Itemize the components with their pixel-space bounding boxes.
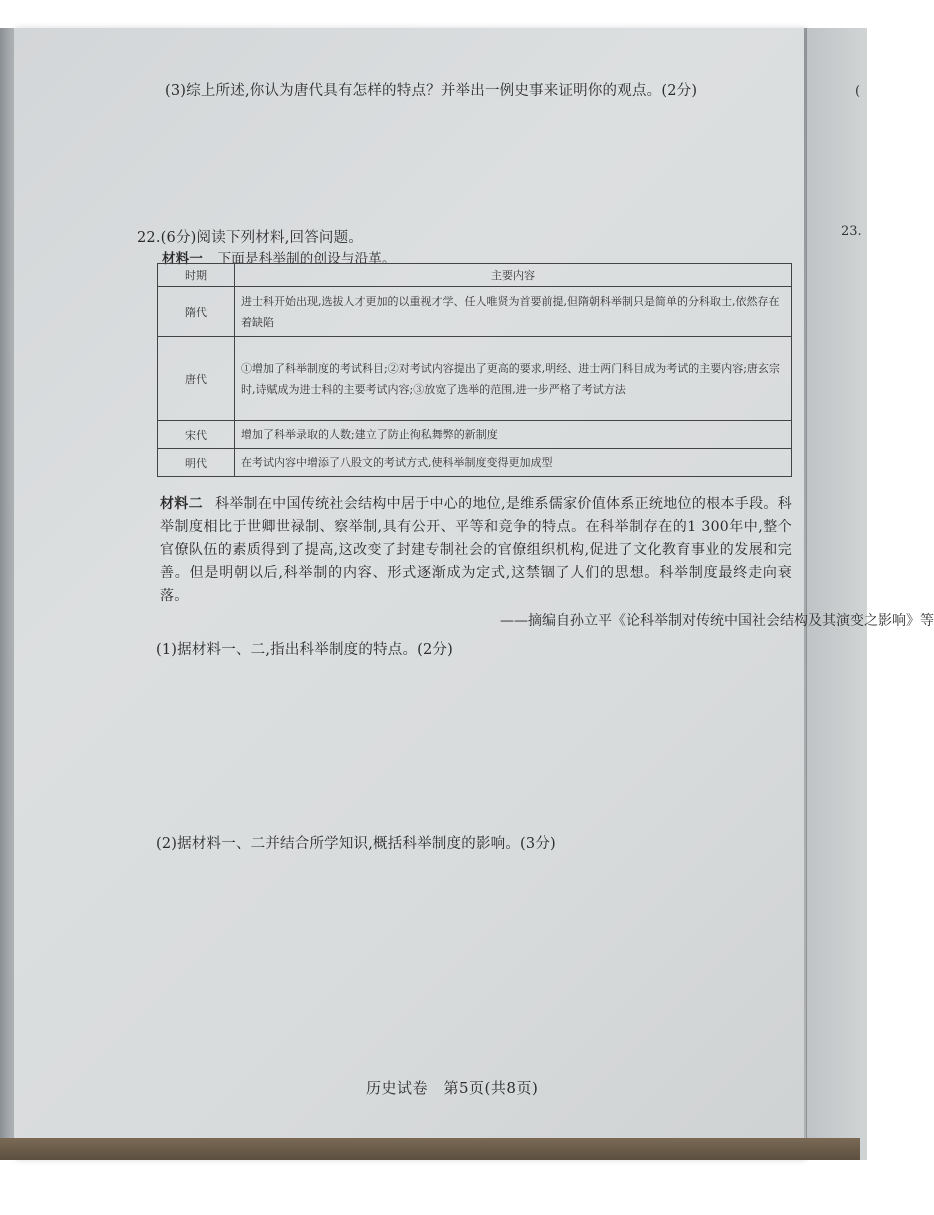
q22-part1: (1)据材料一、二,指出科举制度的特点。(2分): [156, 642, 453, 658]
desk-edge: [0, 1138, 860, 1160]
material2-source: ——摘编自孙立平《论科举制对传统中国社会结构及其演变之影响》等: [500, 613, 934, 629]
adjacent-page-q23: 23.: [841, 224, 862, 239]
table-cell-period: 宋代: [158, 421, 235, 449]
table-cell-content: 在考试内容中增添了八股文的考试方式,使科举制度变得更加成型: [235, 449, 792, 477]
material2-text: 科举制在中国传统社会结构中居于中心的地位,是维系儒家价值体系正统地位的根本手段。科举制度相比于世卿世禄制、察举制,具有公开、平等和竞争的特点。在科举制存在的1 300年中,整个官僚队伍的素质得到了提高,这改变了封建专制社会的官僚组织机构,促进了文化教育事业的发展和完善。但是明朝以后,科举制的内容、形式逐渐成为定式,这禁锢了人们的思想。科举制度最终走向衰落。: [160, 496, 793, 604]
table-row: [158, 287, 792, 337]
q22-header: 22.(6分)阅读下列材料,回答问题。: [137, 230, 364, 246]
table-cell-period: 隋代: [158, 287, 235, 337]
table-header-row: [158, 264, 792, 287]
table-cell-period: 唐代: [158, 337, 235, 421]
adjacent-page: [806, 28, 867, 1160]
page-footer: 历史试卷 第5页(共8页): [366, 1079, 539, 1097]
table-cell-content: 增加了科举录取的人数;建立了防止徇私舞弊的新制度: [235, 421, 792, 449]
q22-part2: (2)据材料一、二并结合所学知识,概括科举制度的影响。(3分): [156, 836, 556, 852]
material1-label: 材料一: [162, 251, 204, 267]
q21-part3: (3)综上所述,你认为唐代具有怎样的特点？并举出一例史事来证明你的观点。(2分): [165, 83, 698, 99]
table-row: [158, 449, 792, 477]
table-header-content: 主要内容: [235, 264, 792, 287]
adjacent-page-paren: (: [855, 84, 861, 99]
book-spine: [0, 28, 14, 1160]
table-row: [158, 421, 792, 449]
material1-intro: 下面是科举制的创设与沿革。: [217, 251, 396, 267]
table-cell-period: 明代: [158, 449, 235, 477]
table-cell-content: 进士科开始出现,选拔人才更加的以重视才学、任人唯贤为首要前提,但隋朝科举制只是简单的分科取士,依然存在着缺陷: [235, 287, 792, 337]
material2-label: 材料二: [160, 496, 203, 512]
table-header-period: 时期: [158, 264, 235, 287]
reform-table: [157, 263, 792, 477]
table-row: [158, 337, 792, 421]
material2-paragraph: [160, 493, 792, 608]
table-cell-content: ①增加了科举制度的考试科目;②对考试内容提出了更高的要求,明经、进士两门科目成为考试的主要内容;唐玄宗时,诗赋成为进士科的主要考试内容;③放宽了选举的范围,进一步严格了考试方法: [235, 337, 792, 421]
